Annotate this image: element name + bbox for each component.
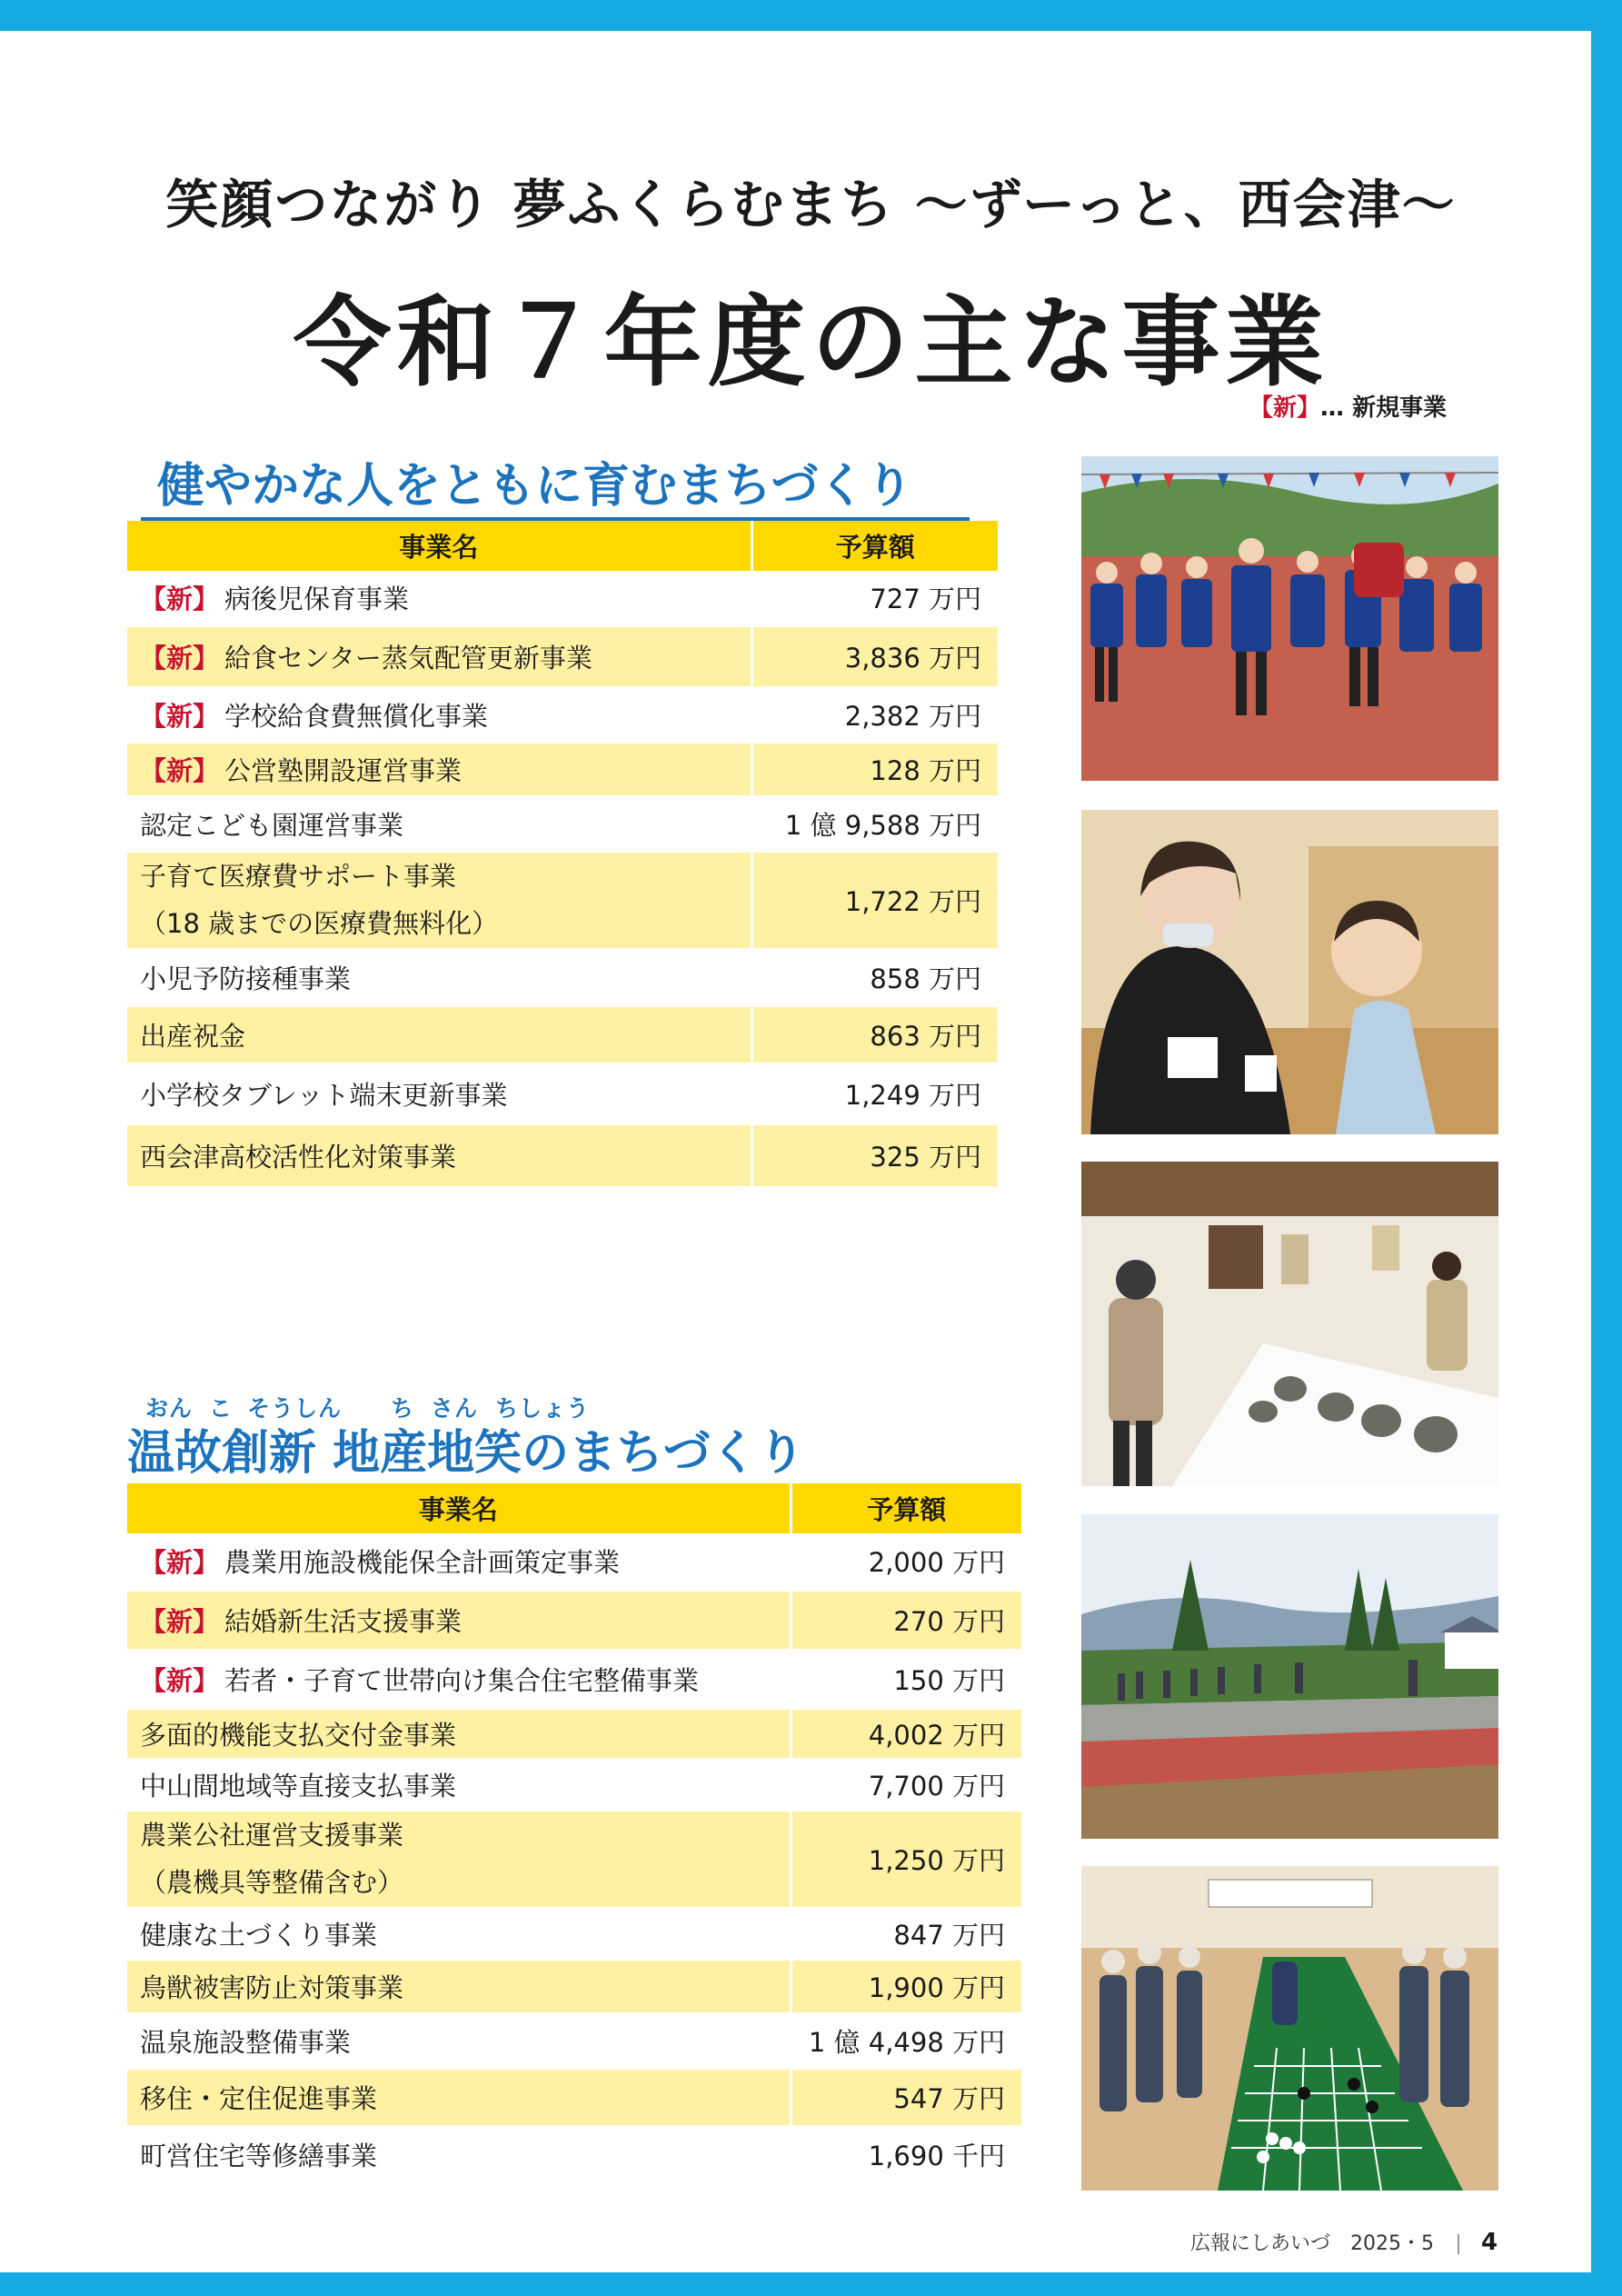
table-row bbox=[127, 1063, 998, 1123]
project-name-cell bbox=[127, 796, 751, 851]
project-name-cell bbox=[127, 742, 751, 796]
table-header-row bbox=[127, 1483, 1021, 1533]
table-row bbox=[127, 1123, 998, 1187]
budget-cell: 4,002 万円 bbox=[791, 1708, 1021, 1759]
project-name-cell bbox=[127, 2126, 791, 2182]
budget-cell: 325 万円 bbox=[751, 1123, 998, 1187]
budget-cell: 847 万円 bbox=[791, 1908, 1021, 1959]
project-name-note: （18 歳までの医療費無料化） bbox=[140, 908, 499, 939]
bottom-border bbox=[0, 2272, 1622, 2296]
project-name: 小学校タブレット端末更新事業 bbox=[140, 1079, 508, 1111]
table-header-row bbox=[127, 521, 998, 571]
furigana-line bbox=[127, 1391, 893, 1422]
new-tag: 【新】 bbox=[140, 583, 220, 614]
project-name: 西会津高校活性化対策事業 bbox=[140, 1141, 457, 1173]
slogan-subtitle: 笑顔つながり 夢ふくらむまち 〜ずーっと、西会津〜 bbox=[165, 174, 1457, 235]
budget-cell: 2,000 万円 bbox=[791, 1533, 1021, 1590]
page-footer bbox=[1190, 2228, 1498, 2256]
new-tag: 【新】 bbox=[140, 1605, 220, 1637]
project-name-cell bbox=[127, 571, 751, 625]
col-budget-header: 予算額 bbox=[751, 521, 998, 571]
table-row bbox=[127, 796, 998, 851]
project-name: 小児予防接種事業 bbox=[140, 963, 352, 994]
project-name: 町営住宅等修繕事業 bbox=[140, 2140, 378, 2171]
publication-name: 広報にしあいづ 2025・5 bbox=[1190, 2232, 1434, 2255]
budget-cell: 128 万円 bbox=[751, 742, 998, 796]
col-name-header: 事業名 bbox=[127, 521, 751, 571]
table-row bbox=[127, 2013, 1021, 2068]
budget-cell: 727 万円 bbox=[751, 571, 998, 625]
budget-cell: 1 億 9,588 万円 bbox=[751, 796, 998, 851]
furigana: ちしょう bbox=[495, 1395, 591, 1422]
section2-heading-text: 温故創新 地産地笑のまちづくり bbox=[127, 1426, 805, 1481]
project-name: 農業用施設機能保全計画策定事業 bbox=[224, 1546, 621, 1578]
table-row bbox=[127, 1590, 1021, 1650]
project-name: 温泉施設整備事業 bbox=[140, 2026, 352, 2058]
project-name: 出産祝金 bbox=[140, 1020, 246, 1052]
photo-walking-event bbox=[1081, 1514, 1498, 1839]
table-row bbox=[127, 687, 998, 742]
table-row bbox=[127, 851, 998, 949]
section2-heading bbox=[127, 1391, 893, 1488]
section1-table bbox=[127, 521, 998, 1189]
footer-divider bbox=[1458, 2234, 1459, 2254]
col-name-header: 事業名 bbox=[127, 1483, 791, 1533]
budget-cell: 1,900 万円 bbox=[791, 1959, 1021, 2013]
table-row bbox=[127, 1533, 1021, 1590]
project-name: 農業公社運営支援事業 bbox=[140, 1820, 404, 1851]
new-tag: 【新】 bbox=[140, 754, 220, 786]
budget-cell: 547 万円 bbox=[791, 2068, 1021, 2126]
project-name: 給食センター蒸気配管更新事業 bbox=[224, 642, 592, 674]
budget-cell: 2,382 万円 bbox=[751, 687, 998, 742]
budget-cell: 858 万円 bbox=[751, 949, 998, 1005]
project-name-note: （農機具等整備含む） bbox=[140, 1867, 404, 1898]
furigana: こ bbox=[209, 1395, 234, 1422]
budget-cell: 270 万円 bbox=[791, 1590, 1021, 1650]
table-row bbox=[127, 1908, 1021, 1959]
photo-childcare bbox=[1081, 810, 1498, 1134]
table-row bbox=[127, 1650, 1021, 1708]
project-name-cell bbox=[127, 1063, 751, 1123]
project-name-cell bbox=[127, 1650, 791, 1708]
budget-cell: 1,250 万円 bbox=[791, 1810, 1021, 1908]
project-name: 学校給食費無償化事業 bbox=[224, 700, 489, 732]
new-tag: 【新】 bbox=[140, 1546, 220, 1578]
new-tag: 【新】 bbox=[140, 700, 220, 732]
project-name: 移住・定住促進事業 bbox=[140, 2082, 378, 2114]
legend-new-tag: 【新】 bbox=[1249, 394, 1321, 422]
project-name-cell bbox=[127, 1908, 791, 1959]
legend-text: … 新規事業 bbox=[1320, 394, 1448, 422]
budget-cell: 150 万円 bbox=[791, 1650, 1021, 1708]
furigana: そうしん bbox=[247, 1395, 343, 1422]
photo-marching-band bbox=[1081, 456, 1498, 781]
project-name-cell bbox=[127, 687, 751, 742]
page-number: 4 bbox=[1481, 2229, 1498, 2256]
table-row bbox=[127, 742, 998, 796]
section1-heading: 健やかな人をともに育むまちづくり bbox=[141, 447, 970, 521]
table-row bbox=[127, 1810, 1021, 1908]
col-budget-header: 予算額 bbox=[791, 1483, 1021, 1533]
project-name: 結婚新生活支援事業 bbox=[224, 1605, 463, 1637]
page-title: 令和７年度の主な事業 bbox=[293, 286, 1329, 400]
table-row bbox=[127, 1959, 1021, 2013]
project-name: 多面的機能支払交付金事業 bbox=[140, 1719, 457, 1751]
project-name-cell bbox=[127, 1533, 791, 1590]
budget-cell: 7,700 万円 bbox=[791, 1759, 1021, 1810]
project-name-cell bbox=[127, 2013, 791, 2068]
project-name: 鳥獣被害防止対策事業 bbox=[140, 1972, 404, 2003]
project-name-cell bbox=[127, 1590, 791, 1650]
project-name: 認定こども園運営事業 bbox=[140, 809, 404, 841]
table-row bbox=[127, 2126, 1021, 2182]
top-border bbox=[0, 0, 1622, 31]
table-row bbox=[127, 625, 998, 687]
project-name-cell bbox=[127, 1959, 791, 2013]
furigana: ち bbox=[391, 1395, 415, 1422]
project-name-cell bbox=[127, 851, 751, 949]
project-name: 子育て医療費サポート事業 bbox=[140, 861, 457, 892]
budget-cell: 863 万円 bbox=[751, 1005, 998, 1063]
legend bbox=[1249, 389, 1447, 423]
furigana: おん bbox=[145, 1395, 194, 1422]
project-name-cell bbox=[127, 949, 751, 1005]
project-name-cell bbox=[127, 625, 751, 687]
project-name: 公営塾開設運営事業 bbox=[224, 754, 463, 786]
section2-table bbox=[127, 1483, 1021, 2184]
photo-indoor-game bbox=[1081, 1866, 1498, 2191]
project-name: 若者・子育て世帯向け集合住宅整備事業 bbox=[224, 1664, 700, 1696]
budget-cell: 1 億 4,498 万円 bbox=[791, 2013, 1021, 2068]
project-name-cell bbox=[127, 1005, 751, 1063]
table-row bbox=[127, 571, 998, 625]
table-row bbox=[127, 1708, 1021, 1759]
project-name-cell bbox=[127, 1759, 791, 1810]
project-name: 健康な土づくり事業 bbox=[140, 1919, 378, 1951]
project-name: 病後児保育事業 bbox=[224, 583, 410, 614]
budget-cell: 1,722 万円 bbox=[751, 851, 998, 949]
table-row bbox=[127, 1005, 998, 1063]
new-tag: 【新】 bbox=[140, 1664, 220, 1696]
photo-exhibition bbox=[1081, 1162, 1498, 1486]
table-row bbox=[127, 949, 998, 1005]
project-name: 中山間地域等直接支払事業 bbox=[140, 1770, 457, 1802]
new-tag: 【新】 bbox=[140, 642, 220, 674]
table-row bbox=[127, 2068, 1021, 2126]
budget-cell: 3,836 万円 bbox=[751, 625, 998, 687]
project-name-cell bbox=[127, 1810, 791, 1908]
furigana: さん bbox=[431, 1395, 479, 1422]
project-name-cell bbox=[127, 2068, 791, 2126]
table-row bbox=[127, 1759, 1021, 1810]
project-name-cell bbox=[127, 1123, 751, 1187]
project-name-cell bbox=[127, 1708, 791, 1759]
budget-cell: 1,690 千円 bbox=[791, 2126, 1021, 2182]
budget-cell: 1,249 万円 bbox=[751, 1063, 998, 1123]
